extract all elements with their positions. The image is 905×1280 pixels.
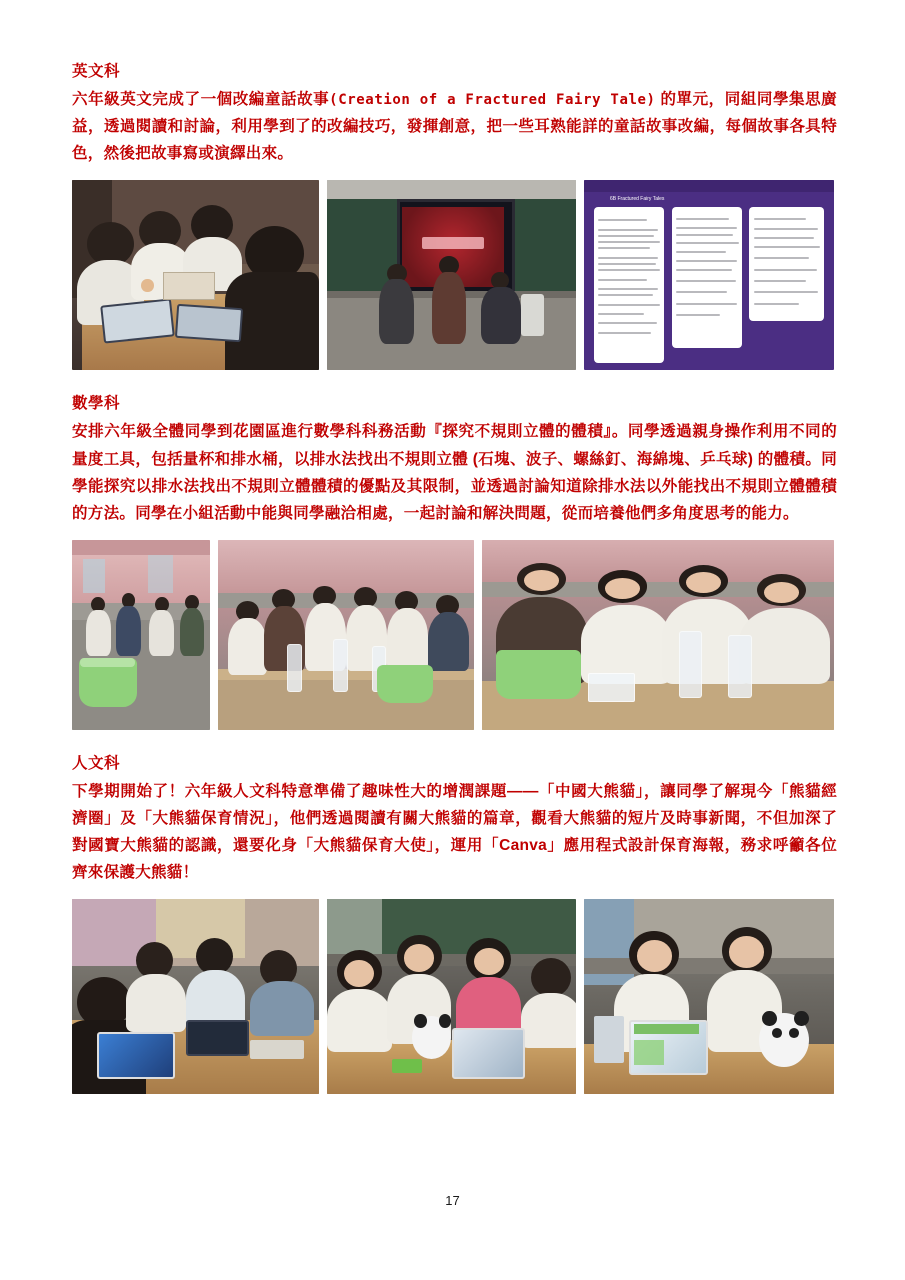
- photo-students-designing-poster: [72, 899, 319, 1094]
- photo-garden-activity-wide: [72, 540, 210, 730]
- photo-row-mathematics: [72, 540, 837, 730]
- photo-classroom-presentation: [327, 180, 576, 370]
- section-body-mathematics: 安排六年級全體同學到花園區進行數學科科務活動『探究不規則立體的體積』。同學透過親身操作利用不同的量度工具，包括量杯和排水桶，以排水法找出不規則立體 (石塊、波子、螺絲釘、海綿塊、乒乓球) 的體積。同學能探究以排水法找出不規則立體體積的優點及其限制，並透過討論知道除排水法以外能找出不規則立體體積的方法。同學在小組活動中能與同學融洽相處，一起討論和解決問題，從而培養他們多角度思考的能力。: [72, 423, 837, 522]
- photo-row-humanities: [72, 899, 837, 1094]
- section-title-mathematics: 數學科: [72, 395, 121, 413]
- body-text-part: 六年級英文完成了一個改編童話故事: [72, 91, 330, 109]
- photo-padlet-screenshot: [584, 180, 834, 370]
- body-text-mono: (Creation of a Fractured Fairy Tale): [329, 92, 656, 109]
- photo-students-canva-panda: [584, 899, 834, 1094]
- section-body-humanities: 下學期開始了！六年級人文科特意準備了趣味性大的增潤課題——「中國大熊貓」，讓同學了解現今「熊貓經濟圈」及「大熊貓保育情況」，他們透過閱讀有關大熊貓的篇章，觀看大熊貓的短片及時事新聞，不但加深了對國寶大熊貓的認識，還要化身「大熊貓保育大使」，運用「Canva」應用程式設計保育海報，務求呼籲各位齊來保護大熊貓！: [72, 782, 837, 882]
- photo-students-panda-toy: [327, 899, 576, 1094]
- section-mathematics: [72, 392, 837, 730]
- photo-row-english: [72, 180, 837, 370]
- section-title-humanities: 人文科: [72, 754, 121, 772]
- section-humanities: [72, 752, 837, 1095]
- photo-displacement-experiment: [482, 540, 834, 730]
- photo-measuring-cylinders: [218, 540, 474, 730]
- section-title-english: 英文科: [72, 63, 121, 80]
- page-number: 17: [445, 1193, 460, 1208]
- body-text-part: 的單元，同組同學集思廣益，透過閱讀和討論，利用學到了的改編技巧，發揮創意，把一些耳熟能詳的童話故事改編，每個故事各具特色，然後把故事寫或演繹出來。: [72, 91, 837, 163]
- photo-students-tablet-group: [72, 180, 319, 370]
- padlet-board-title: 6B Fractured Fairy Tales: [610, 196, 665, 203]
- section-english: [72, 60, 837, 370]
- section-body-english: [72, 86, 837, 167]
